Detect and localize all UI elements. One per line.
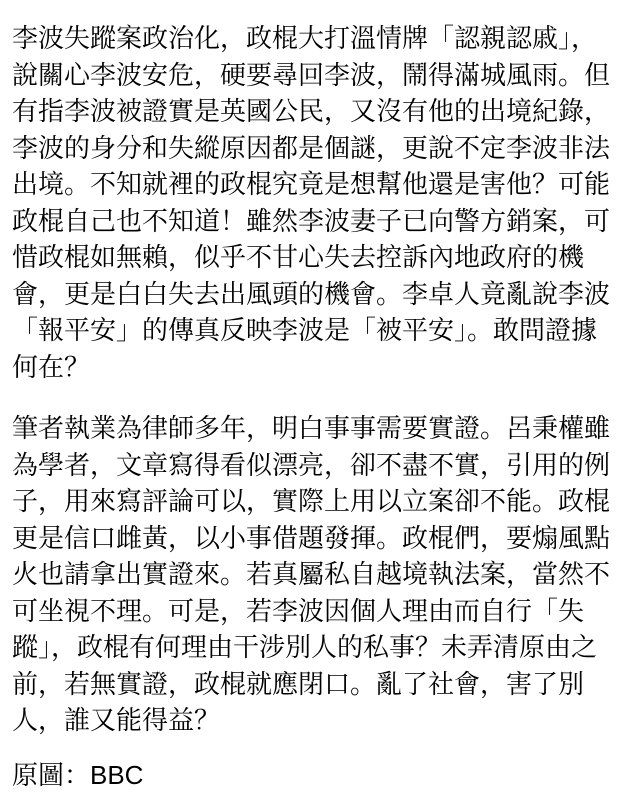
text-line: 出境。不知就裡的政棍究竟是想幫他還是害他？可能 <box>12 169 611 199</box>
text-line: 人，誰又能得益？ <box>12 705 221 735</box>
text-line: 可坐視不理。可是，若李波因個人理由而自行「失 <box>12 595 585 626</box>
text-line: 李波的身分和失縱原因都是個謎，更說不定李波非法 <box>12 132 611 163</box>
text-line: 有指李波被證實是英國公民，又沒有他的出境紀錄， <box>12 96 611 126</box>
image-credit: 原圖：BBC <box>12 759 144 790</box>
text-line: 惜政棍如無賴，似乎不甘心失去控訴內地政府的機 <box>12 242 585 272</box>
text-line: 說關心李波安危，硬要尋回李波，鬧得滿城風雨。但 <box>12 59 611 90</box>
paragraph-1 <box>12 20 619 385</box>
text-line: 蹤」，政棍有何理由干涉別人的私事？未弄清原由之 <box>12 632 598 662</box>
text-line: 前，若無實證，政棍就應閉口。亂了社會，害了別 <box>12 668 585 699</box>
text-line: 李波失蹤案政治化，政棍大打溫情牌「認親認戚」， <box>12 23 598 53</box>
text-line: 「報平安」的傳真反映李波是「被平安」。敢問證據 <box>12 315 598 345</box>
paragraph-2 <box>12 410 619 739</box>
text-line: 會，更是白白失去出風頭的機會。李卓人竟亂說李波 <box>12 278 611 309</box>
text-line: 火也請拿出實證來。若真屬私自越境執法案，當然不 <box>12 559 611 589</box>
text-line: 更是信口雌黃，以小事借題發揮。政棍們，要煽風點 <box>12 522 611 553</box>
text-line: 政棍自己也不知道！雖然李波妻子已向警方銷案，可 <box>12 205 611 236</box>
text-line: 子，用來寫評論可以，實際上用以立案卻不能。政棍 <box>12 486 611 516</box>
text-line: 何在？ <box>12 351 91 382</box>
text-line: 為學者，文章寫得看似漂亮，卻不盡不實，引用的例 <box>12 449 611 480</box>
text-line: 筆者執業為律師多年，明白事事需要實證。呂秉權雖 <box>12 413 611 443</box>
